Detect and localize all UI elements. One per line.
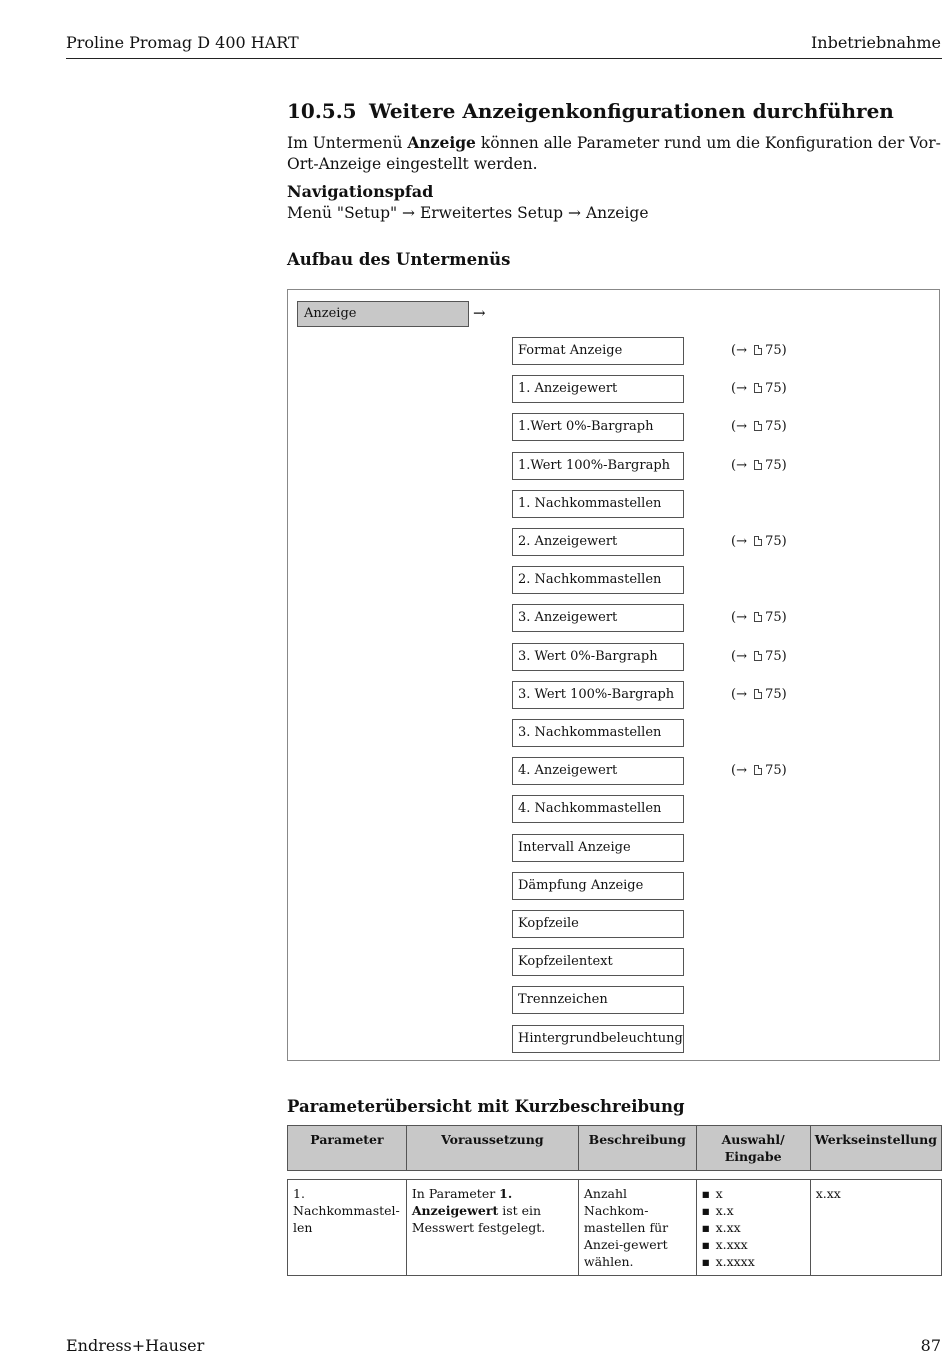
intro-post: können alle Parameter rund um die Konfiguration der Vor-Ort-Anzeige eingestellt werden. xyxy=(287,134,941,173)
section-title xyxy=(287,99,894,123)
page-reference[interactable]: (→ 75) xyxy=(731,343,787,358)
page-reference[interactable]: (→ 75) xyxy=(731,648,787,664)
header-product: Proline Promag D 400 HART xyxy=(66,33,299,52)
page-reference-number: 75 xyxy=(765,419,782,435)
page-reference-number: 75 xyxy=(765,534,782,549)
submenu-item: 3. Anzeigewert xyxy=(512,604,684,632)
structure-heading: Aufbau des Untermenüs xyxy=(287,250,511,269)
arrow-icon: → xyxy=(473,304,486,322)
submenu-item: 2. Nachkommastellen xyxy=(512,566,684,594)
section-number: 10.5.5 xyxy=(287,99,357,123)
precondition-pre: In Parameter xyxy=(411,1186,500,1201)
header-rule xyxy=(66,58,942,59)
page-reference[interactable]: (→ 75) xyxy=(731,686,787,702)
submenu-item: 1.Wert 0%-Bargraph xyxy=(512,413,684,441)
submenu-item: Dämpfung Anzeige xyxy=(512,872,684,900)
page-icon xyxy=(754,460,762,470)
col-header: Auswahl/ Eingabe xyxy=(696,1126,810,1171)
submenu-item: 2. Anzeigewert xyxy=(512,528,684,556)
page-reference-number: 75 xyxy=(765,343,782,358)
page-icon xyxy=(754,421,762,431)
col-header: Parameter xyxy=(288,1126,407,1171)
page-reference-number: 75 xyxy=(765,610,782,626)
col-header: Beschreibung xyxy=(578,1126,696,1171)
page-icon xyxy=(754,383,762,393)
navigation-path: Menü "Setup" → Erweitertes Setup → Anzeige xyxy=(287,204,649,222)
submenu-item: 3. Wert 100%-Bargraph xyxy=(512,681,684,709)
section-title-text: Weitere Anzeigenkonfigurationen durchführen xyxy=(369,99,894,123)
footer-page-number: 87 xyxy=(920,1336,941,1355)
cell-precondition xyxy=(406,1180,578,1276)
overview-heading: Parameterübersicht mit Kurzbeschreibung xyxy=(287,1097,685,1116)
page-reference-number: 75 xyxy=(765,763,782,779)
option-item: ▪ x.x xyxy=(702,1202,805,1219)
submenu-item: Hintergrundbeleuchtung xyxy=(512,1025,684,1053)
page-reference-number: 75 xyxy=(765,457,782,473)
col-header: Voraussetzung xyxy=(406,1126,578,1171)
table-row xyxy=(288,1180,942,1276)
footer-company: Endress+Hauser xyxy=(66,1336,205,1355)
cell-description: Anzahl Nachkom-mastellen für Anzei-gewert wählen. xyxy=(578,1180,696,1276)
submenu-item: Kopfzeilentext xyxy=(512,948,684,976)
page-icon xyxy=(754,536,762,546)
submenu-item: 1.Wert 100%-Bargraph xyxy=(512,452,684,480)
page-icon xyxy=(754,612,762,622)
option-item: ▪ x.xxxx xyxy=(702,1253,805,1270)
page-reference[interactable]: (→ 75) xyxy=(731,457,787,473)
option-item: ▪ x.xx xyxy=(702,1219,805,1236)
intro-pre: Im Untermenü xyxy=(287,134,408,152)
submenu-item: 3. Nachkommastellen xyxy=(512,719,684,747)
navigation-heading: Navigationspfad xyxy=(287,182,434,201)
page-icon xyxy=(754,765,762,775)
submenu-item: Format Anzeige xyxy=(512,337,684,365)
intro-bold: Anzeige xyxy=(407,133,476,152)
submenu-item: Kopfzeile xyxy=(512,910,684,938)
page-reference[interactable]: (→ 75) xyxy=(731,610,787,626)
page-reference-number: 75 xyxy=(765,381,782,397)
submenu-item: 4. Nachkommastellen xyxy=(512,795,684,823)
precondition-bold: 1. Anzeigewert xyxy=(411,1186,513,1218)
parameter-table xyxy=(287,1125,942,1276)
option-item: ▪ x xyxy=(702,1185,805,1202)
intro-paragraph xyxy=(287,132,942,175)
option-item: ▪ x.xxx xyxy=(702,1236,805,1253)
submenu-item: Trennzeichen xyxy=(512,986,684,1014)
page-reference[interactable]: (→ 75) xyxy=(731,381,787,397)
table-header-row xyxy=(288,1126,942,1171)
submenu-item: 4. Anzeigewert xyxy=(512,757,684,785)
cell-parameter: 1. Nachkommastel-len xyxy=(288,1180,407,1276)
options-list xyxy=(702,1185,805,1270)
page-reference-number: 75 xyxy=(765,686,782,702)
submenu-diagram xyxy=(287,289,940,1061)
page-icon xyxy=(754,689,762,699)
submenu-item: 1. Anzeigewert xyxy=(512,375,684,403)
page-reference-number: 75 xyxy=(765,648,782,664)
page-icon xyxy=(754,651,762,661)
cell-default: x.xx xyxy=(810,1180,941,1276)
page-reference[interactable]: (→ 75) xyxy=(731,419,787,435)
submenu-item: 1. Nachkommastellen xyxy=(512,490,684,518)
root-menu-box: Anzeige xyxy=(297,301,469,327)
page-reference[interactable]: (→ 75) xyxy=(731,534,787,549)
page-icon xyxy=(754,345,762,355)
submenu-item: Intervall Anzeige xyxy=(512,834,684,862)
submenu-item: 3. Wert 0%-Bargraph xyxy=(512,643,684,671)
page-reference[interactable]: (→ 75) xyxy=(731,763,787,779)
precondition-post: ist ein Messwert festgelegt. xyxy=(411,1203,546,1235)
header-chapter: Inbetriebnahme xyxy=(810,33,941,52)
cell-options xyxy=(696,1180,810,1276)
col-header: Werkseinstellung xyxy=(810,1126,941,1171)
